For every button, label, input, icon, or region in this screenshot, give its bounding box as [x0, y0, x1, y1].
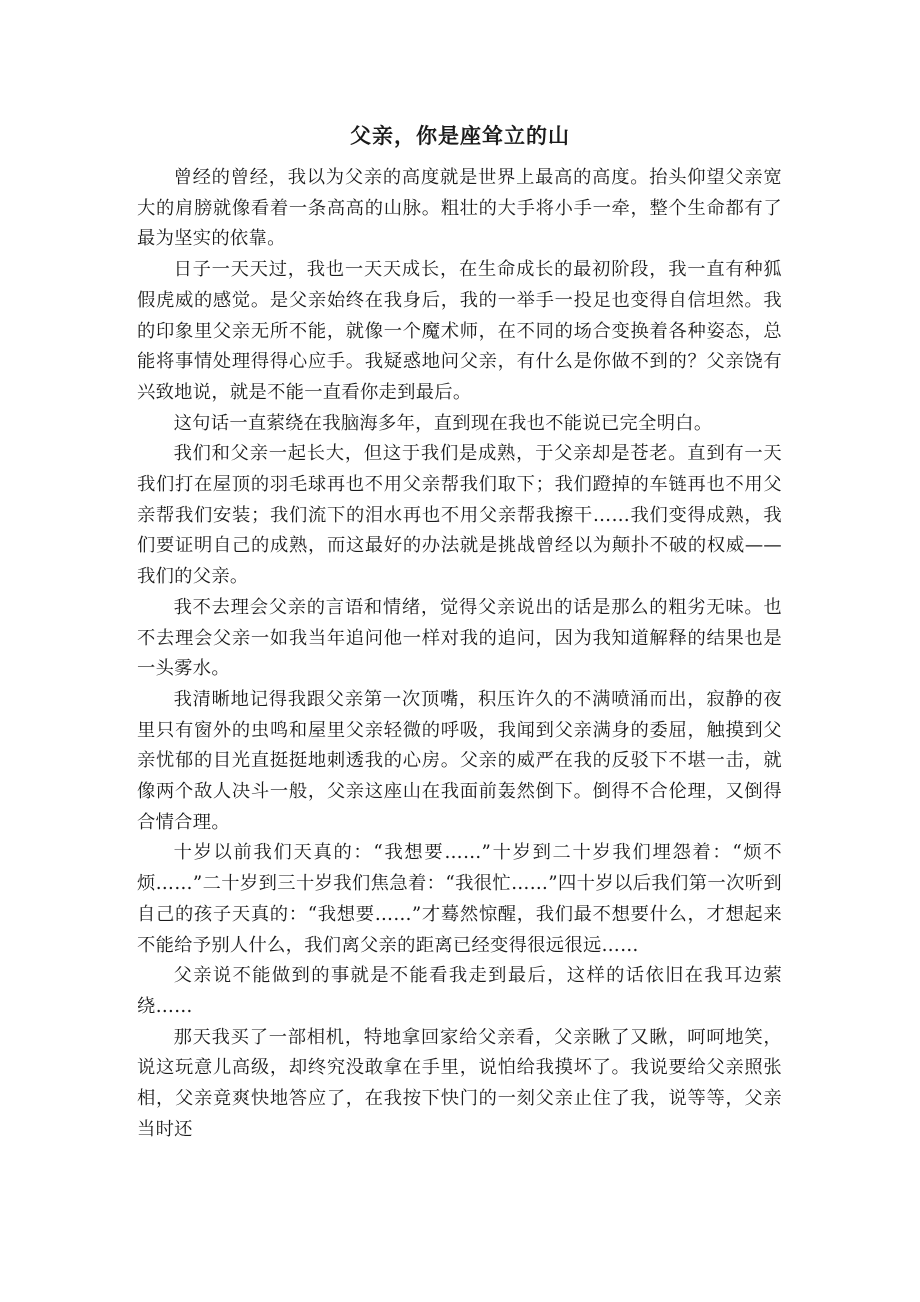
paragraph: 日子一天天过，我也一天天成长，在生命成长的最初阶段，我一直有种狐假虎威的感觉。是父亲始终在我身后，我的一举手一投足也变得自信坦然。我的印象里父亲无所不能，就像一个魔术师，在不同的场合变换着各种姿态，总能将事情处理得得心应手。我疑惑地问父亲，有什么是你做不到的？父亲饶有兴致地说，就是不能一直看你走到最后。 [137, 259, 782, 403]
paragraph: 这句话一直萦绕在我脑海多年，直到现在我也不能说已完全明白。 [173, 412, 713, 434]
paragraph: 我不去理会父亲的言语和情绪，觉得父亲说出的话是那么的粗劣无味。也不去理会父亲一如我当年追问他一样对我的追问，因为我知道解释的结果也是一头雾水。 [137, 596, 782, 680]
paragraph: 那天我买了一部相机，特地拿回家给父亲看，父亲瞅了又瞅，呵呵地笑，说这玩意儿高级，却终究没敢拿在手里，说怕给我摸坏了。我说要给父亲照张相，父亲竟爽快地答应了，在我按下快门的一刻父亲止住了我，说等等，父亲当时还 [137, 1026, 782, 1140]
paragraph: 十岁以前我们天真的：“我想要……”十岁到二十岁我们埋怨着：“烦不烦……”二十岁到三十岁我们焦急着：“我很忙……”四十岁以后我们第一次听到自己的孩子天真的：“我想要……”才蓦然惊醒，我们最不想要什么，才想起来不能给予别人什么，我们离父亲的距离已经变得很远很远…… [137, 842, 782, 956]
paragraph: 父亲说不能做到的事就是不能看我走到最后，这样的话依旧在我耳边萦绕…… [137, 965, 782, 1017]
paragraph: 我清晰地记得我跟父亲第一次顶嘴，积压许久的不满喷涌而出，寂静的夜里只有窗外的虫鸣和屋里父亲轻微的呼吸，我闻到父亲满身的委屈，触摸到父亲忧郁的目光直挺挺地刺透我的心房。父亲的威严在我的反驳下不堪一击，就像两个敌人决斗一般，父亲这座山在我面前轰然倒下。倒得不合伦理，又倒得合情合理。 [137, 688, 782, 833]
document-body [137, 163, 782, 1146]
paragraph: 曾经的曾经，我以为父亲的高度就是世界上最高的高度。抬头仰望父亲宽大的肩膀就像看着一条高高的山脉。粗壮的大手将小手一牵，整个生命都有了最为坚实的依靠。 [137, 167, 782, 250]
document-title: 父亲，你是座耸立的山 [350, 124, 570, 148]
paragraph: 我们和父亲一起长大，但这于我们是成熟，于父亲却是苍老。直到有一天我们打在屋顶的羽毛球再也不用父亲帮我们取下；我们蹬掉的车链再也不用父亲帮我们安装；我们流下的泪水再也不用父亲帮我擦干……我们变得成熟，我们要证明自己的成熟，而这最好的办法就是挑战曾经以为颠扑不破的权威——我们的父亲。 [137, 443, 782, 588]
